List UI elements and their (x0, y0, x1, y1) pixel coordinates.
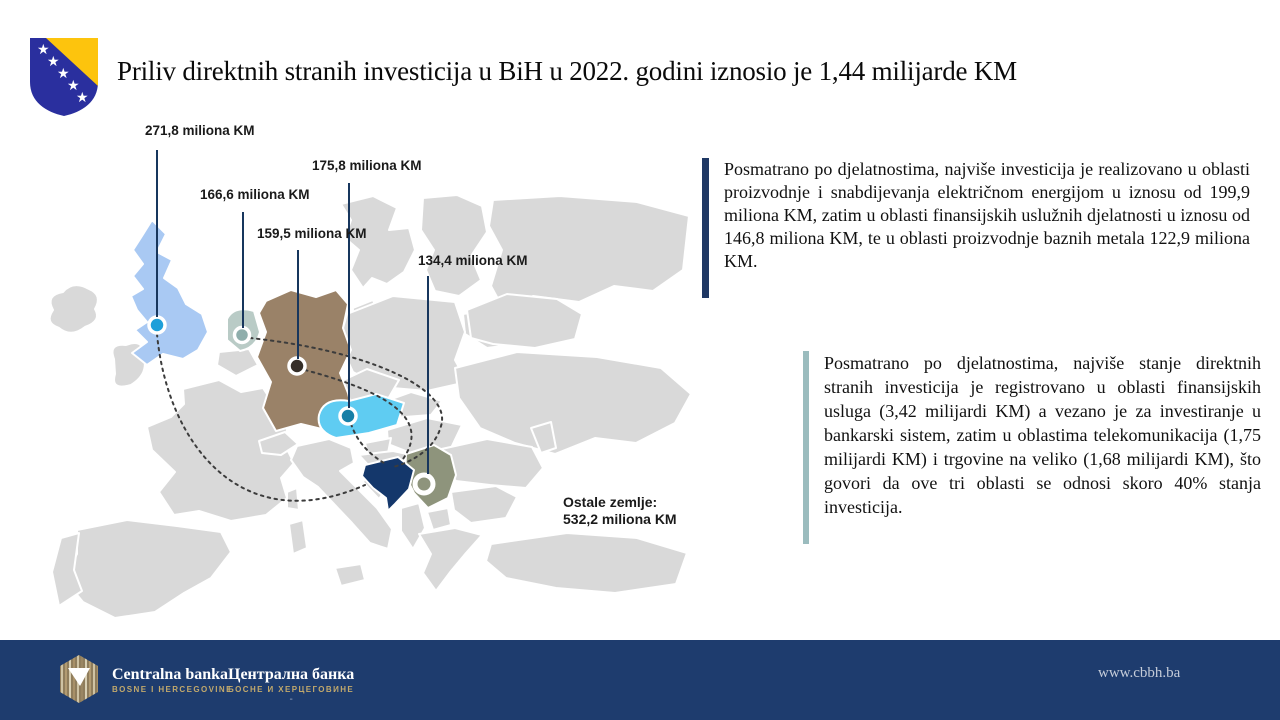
accent-bar-2 (803, 351, 809, 544)
callout-label-austria: 175,8 miliona KM (312, 158, 422, 173)
europe-map (35, 192, 695, 642)
callout-line-united-kingdom (156, 150, 158, 317)
footer-dash: - (289, 694, 293, 705)
bank-sub-cyrillic: БОСНЕ И ХЕРЦЕГОВИНЕ (228, 685, 355, 694)
marker-united-kingdom (149, 317, 165, 333)
bank-name-latin: Centralna banka (112, 666, 229, 683)
country-scandinavia-west (341, 196, 415, 288)
cbbh-logo-icon (58, 654, 100, 704)
svg-text:★: ★ (76, 89, 89, 105)
callout-label-germany: 159,5 miliona KM (257, 226, 367, 241)
callout-line-germany (297, 250, 299, 359)
country-belgium (217, 349, 258, 376)
country-finland (421, 195, 487, 296)
other-countries-amount: 532,2 miliona KM (563, 511, 677, 527)
paragraph-investment-stock (803, 351, 1261, 544)
country-north-macedonia (427, 508, 451, 530)
marker-germany (289, 358, 305, 374)
accent-bar-1 (702, 158, 709, 298)
other-countries-title: Ostale zemlje: (563, 494, 658, 510)
country-corsica (287, 488, 299, 510)
callout-label-united-kingdom: 271,8 miliona KM (145, 123, 255, 138)
callout-label-netherlands: 166,6 miliona KM (200, 187, 310, 202)
bank-name-cyrillic: Централна банка (228, 666, 355, 683)
callout-line-austria (348, 183, 350, 408)
bank-sub-latin: BOSNE I HERCEGOVINE (112, 685, 233, 694)
bank-name-cyrillic-block (228, 666, 354, 705)
paragraph-investment-flows (702, 158, 1250, 298)
bih-coat-of-arms (26, 36, 102, 123)
callout-line-netherlands (242, 212, 244, 328)
paragraph-2-text: Posmatrano po djelatnostima, najviše stanje direktnih stranih investicija je registrovano u oblasti finansijskih usluga (3,42 milijardi KM) a vezano je za investiranje u bankarski sistem, zatim u oblastima telekomunikacija (1,75 milijardi KM) i trgovine na veliko (1,68 milijardi KM), što govori da ove tri oblasti se odnosi skoro 40% stanja investicija. (824, 353, 1261, 517)
marker-austria (340, 408, 356, 424)
country-bulgaria (451, 486, 517, 523)
svg-text:★: ★ (47, 53, 60, 69)
svg-text:★: ★ (37, 41, 50, 57)
country-united-kingdom (131, 220, 208, 365)
country-spain (63, 520, 231, 618)
bank-name-latin-block (112, 666, 233, 694)
bih-coat-of-arms-svg (26, 36, 102, 118)
logo-stripes (58, 654, 100, 704)
svg-text:★: ★ (57, 65, 70, 81)
svg-text:★: ★ (67, 77, 80, 93)
callout-line-serbia (427, 276, 429, 474)
country-montenegro-albania (401, 503, 425, 549)
page-title: Priliv direktnih stranih investicija u BiH u 2022. godini iznosio je 1,44 milijarde KM (117, 56, 1017, 86)
website-link[interactable]: www.cbbh.ba (1098, 665, 1181, 681)
marker-netherlands (235, 328, 250, 343)
country-sicily (335, 564, 365, 586)
country-turkey (486, 533, 687, 593)
other-countries-label (563, 494, 677, 528)
country-sardinia (289, 520, 307, 554)
country-belarus (467, 294, 582, 348)
paragraph-1-text: Posmatrano po djelatnostima, najviše investicija je realizovano u oblasti proizvodnje i snabdijevanja električnom energijom u iznosu od 199,9 miliona KM, zatim u oblasti finansijskih uslužnih djelatnosti u iznosu od 146,8 miliona KM, te u oblasti proizvodnje baznih metala 122,9 miliona KM. (724, 159, 1250, 271)
country-greece (419, 528, 482, 591)
callout-label-serbia: 134,4 miliona KM (418, 253, 528, 268)
footer-bar (0, 640, 1280, 720)
country-iceland (50, 285, 98, 333)
